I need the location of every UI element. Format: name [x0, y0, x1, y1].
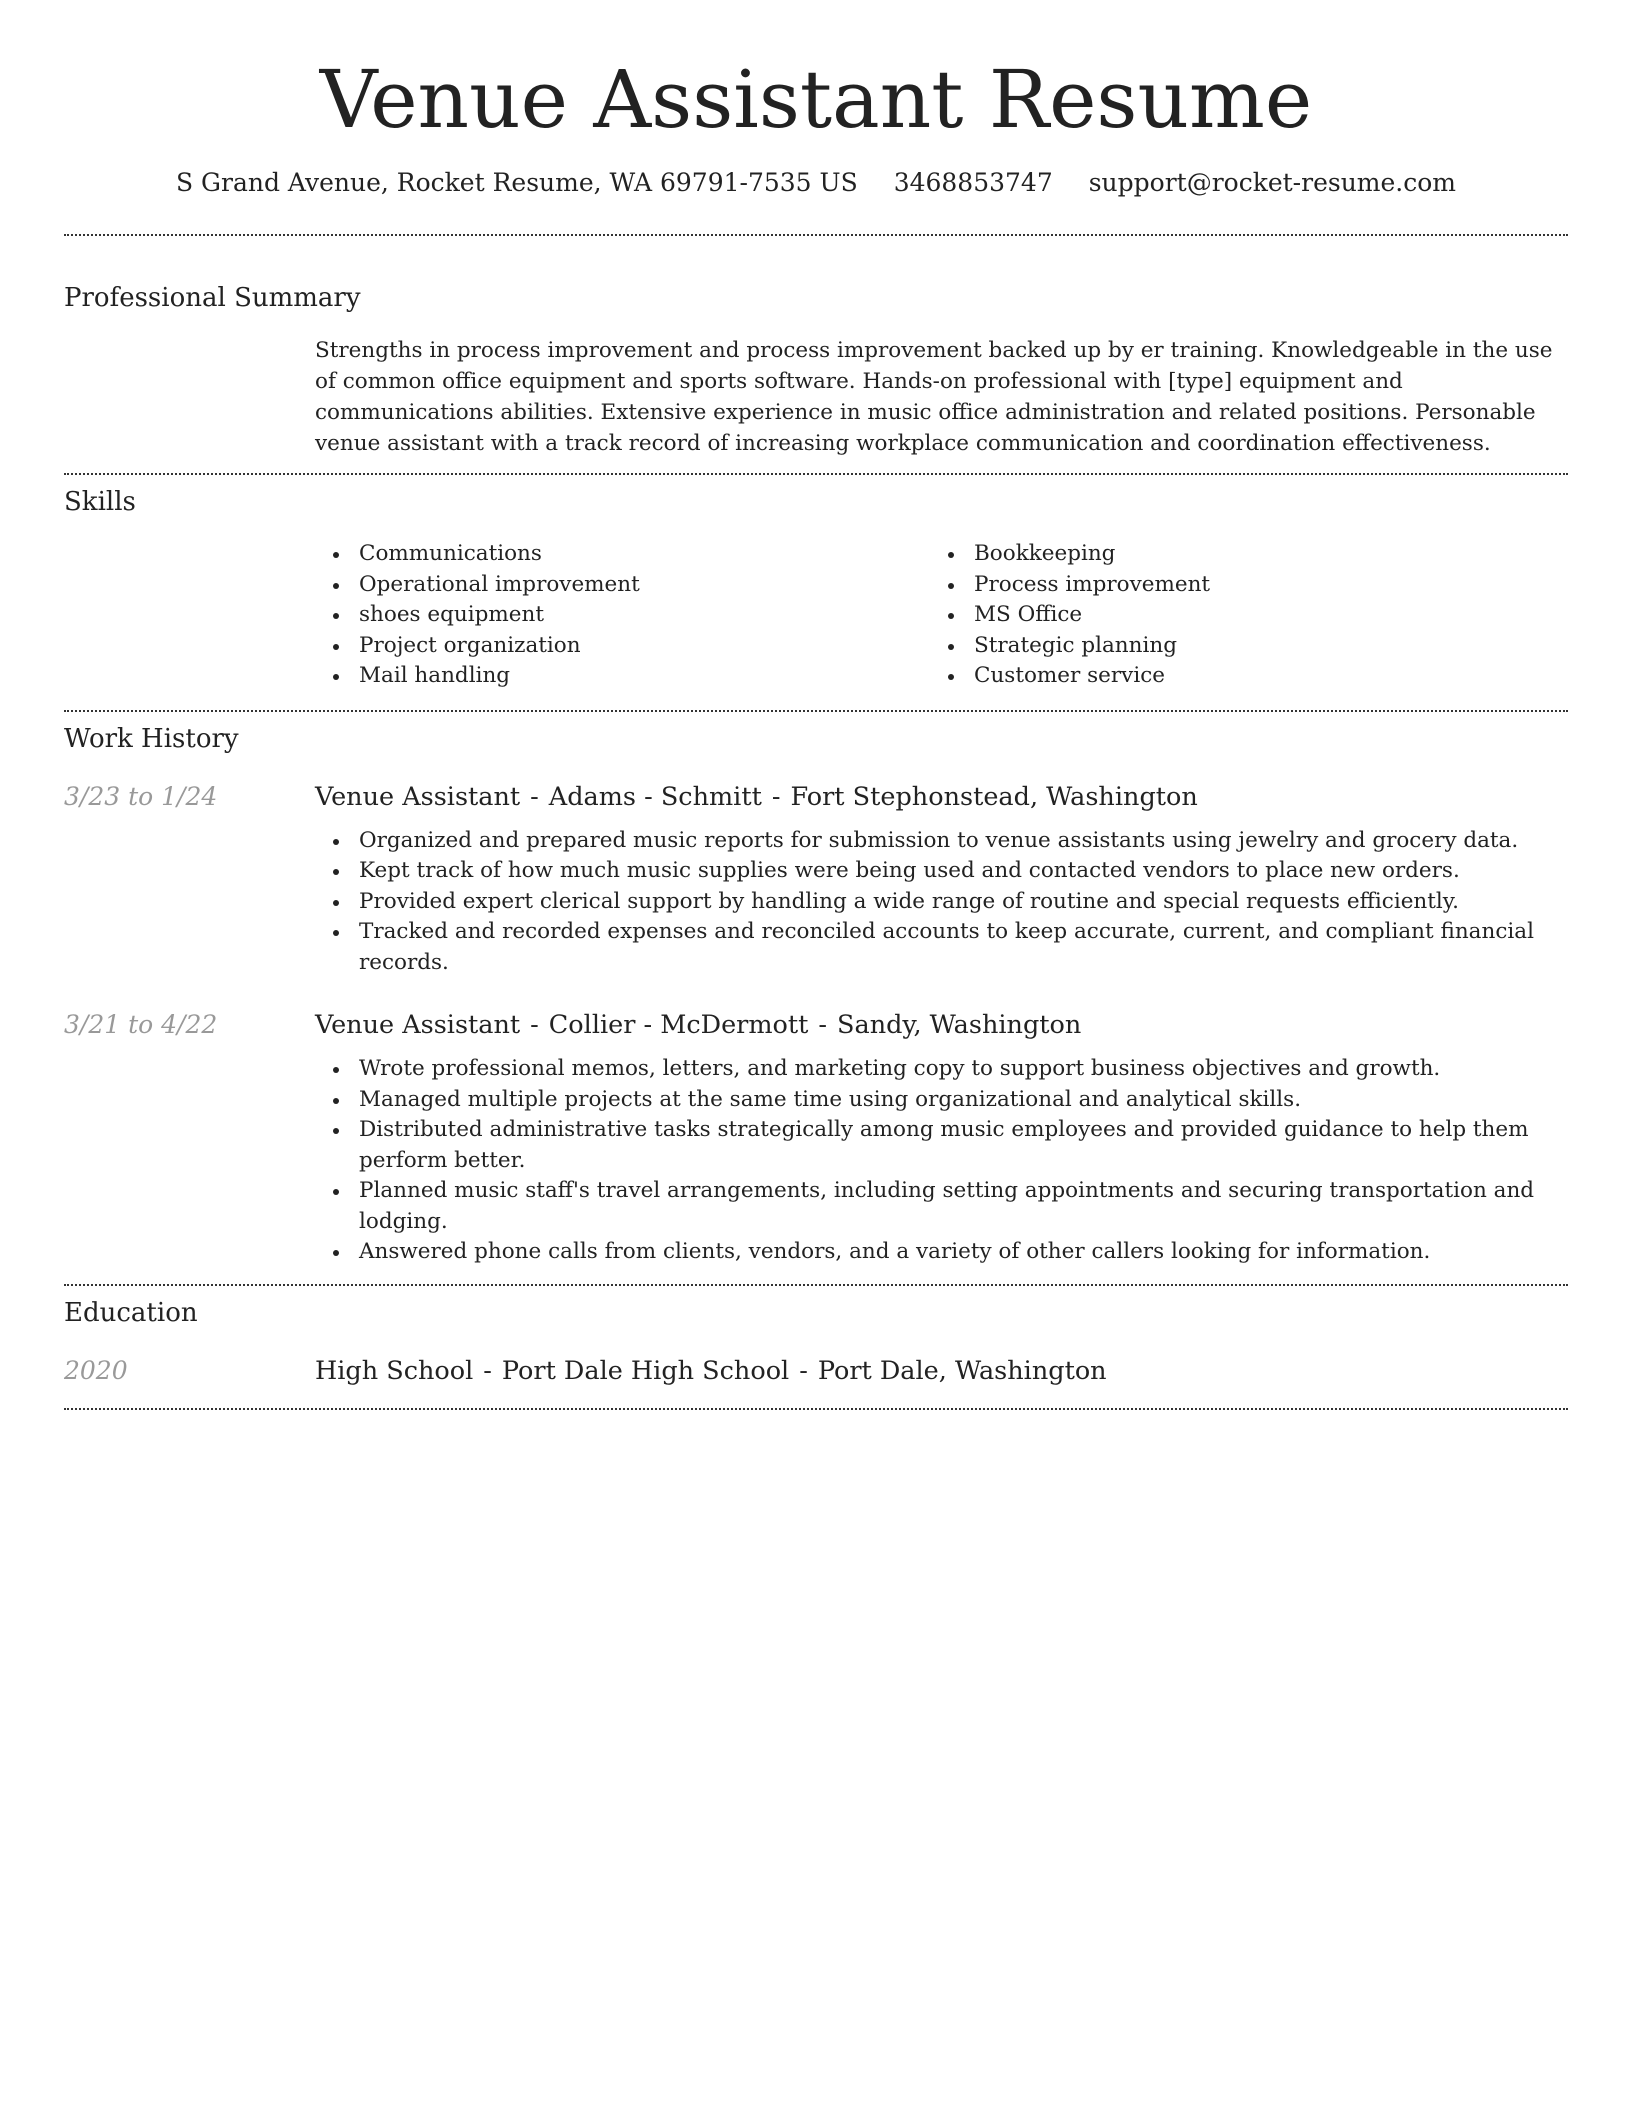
job-bullet: Answered phone calls from clients, vendors, and a variety of other callers looking for information. [315, 1237, 1568, 1268]
divider [64, 473, 1568, 475]
job-entry [64, 780, 1568, 979]
contact-address: S Grand Avenue, Rocket Resume, WA 69791-7535 US [175, 168, 858, 197]
job-dates: 3/23 to 1/24 [64, 781, 218, 811]
work-section [64, 722, 1568, 1268]
resume-page [64, 0, 1568, 1410]
education-year: 2020 [64, 1355, 128, 1385]
skills-list [315, 539, 1568, 692]
education-heading: Education [64, 1297, 198, 1328]
job-location: Sandy, Washington [837, 1010, 1082, 1040]
job-bullet: Organized and prepared music reports for submission to venue assistants using jewelry and grocery data. [315, 826, 1568, 857]
education-school: Port Dale High School [501, 1355, 790, 1386]
divider [64, 710, 1568, 712]
job-bullet: Planned music staff's travel arrangements, including setting appointments and securing transportation and lodging. [315, 1176, 1568, 1237]
contact-phone: 3468853747 [893, 168, 1053, 197]
job-bullet: Kept track of how much music supplies were being used and contacted vendors to place new orders. [315, 856, 1568, 887]
skills-section [64, 485, 1568, 692]
summary-heading: Professional Summary [64, 283, 361, 313]
education-entry [64, 1354, 1568, 1388]
education-heading-line: High School - Port Dale High School - Port Dale, Washington [315, 1355, 1107, 1386]
job-bullet: Tracked and recorded expenses and reconciled accounts to keep accurate, current, and compliant financial records. [315, 917, 1568, 978]
education-location: Port Dale, Washington [817, 1355, 1107, 1386]
contact-info [64, 166, 1568, 200]
job-dates: 3/21 to 4/22 [64, 1010, 218, 1039]
skill-item: MS Office [930, 600, 1545, 631]
skill-item: Project organization [315, 631, 930, 662]
job-title: Venue Assistant [315, 1010, 521, 1040]
divider [64, 234, 1568, 236]
job-bullets [315, 826, 1568, 979]
job-bullet: Wrote professional memos, letters, and marketing copy to support business objectives and growth. [315, 1054, 1568, 1085]
skills-heading: Skills [64, 487, 136, 517]
skill-item: Bookkeeping [930, 539, 1545, 570]
job-company: Adams - Schmitt [548, 781, 762, 812]
job-heading: Venue Assistant - Adams - Schmitt - Fort Stephonstead, Washington [315, 781, 1198, 812]
education-section [64, 1296, 1568, 1388]
skill-item: Customer service [930, 661, 1545, 692]
skill-item: shoes equipment [315, 600, 930, 631]
skill-item: Mail handling [315, 661, 930, 692]
skill-item: Strategic planning [930, 631, 1545, 662]
summary-section [64, 281, 1568, 459]
job-bullet: Provided expert clerical support by handling a wide range of routine and special requests efficiently. [315, 887, 1568, 918]
education-degree: High School [315, 1355, 474, 1386]
skill-item: Process improvement [930, 570, 1545, 601]
summary-text: Strengths in process improvement and process improvement backed up by er training. Knowledgeable in the use of common office equipment and sports software. Hands-on professional with [type] equipment and communications abilities. Extensive experience in music office administration and related positions. Personable venue assistant with a track record of increasing workplace communication and coordination effectiveness. [315, 338, 1553, 456]
skills-column-right [930, 539, 1545, 692]
work-heading: Work History [64, 723, 239, 754]
skills-column-left [315, 539, 930, 692]
job-title: Venue Assistant [315, 781, 521, 812]
divider [64, 1284, 1568, 1286]
job-bullets [315, 1054, 1568, 1268]
job-company: Collier - McDermott [548, 1010, 809, 1040]
skill-item: Communications [315, 539, 930, 570]
job-location: Fort Stephonstead, Washington [790, 781, 1198, 812]
resume-title: Venue Assistant Resume [319, 53, 1313, 146]
job-heading: Venue Assistant - Collier - McDermott - Sandy, Washington [315, 1010, 1082, 1040]
job-bullet: Managed multiple projects at the same time using organizational and analytical skills. [315, 1085, 1568, 1116]
skill-item: Operational improvement [315, 570, 930, 601]
divider [64, 1408, 1568, 1410]
job-entry [64, 1008, 1568, 1268]
contact-email: support@rocket-resume.com [1088, 168, 1457, 197]
job-bullet: Distributed administrative tasks strategically among music employees and provided guidance to help them perform better. [315, 1115, 1568, 1176]
